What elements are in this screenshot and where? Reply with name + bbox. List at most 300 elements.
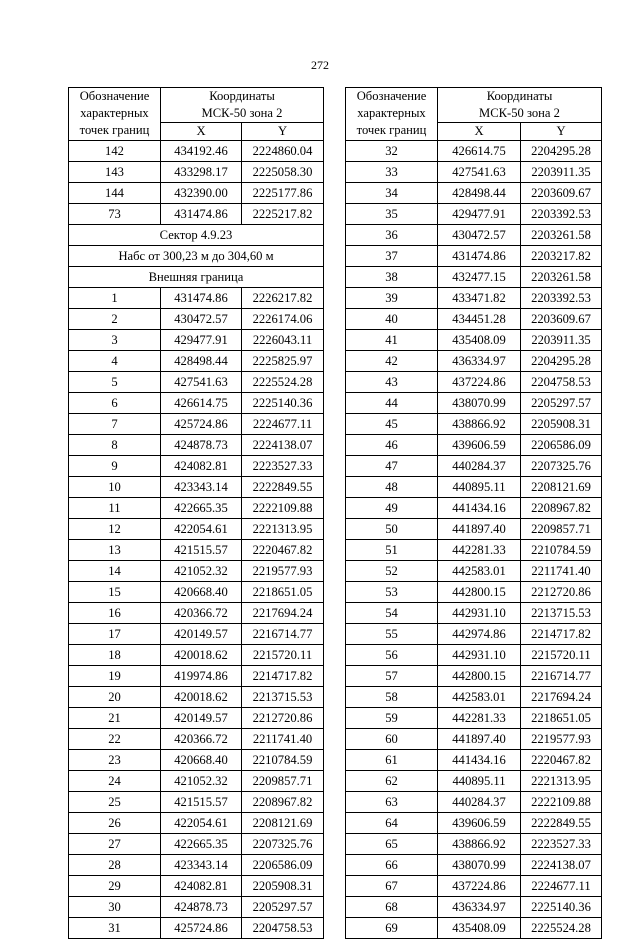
table-row	[69, 729, 324, 750]
point-id-cell: 64	[346, 813, 438, 834]
table-row	[69, 309, 324, 330]
y-header: Y	[242, 123, 324, 141]
x-coordinate-cell: 426614.75	[438, 141, 521, 162]
table-row	[346, 267, 602, 288]
point-id-cell: 35	[346, 204, 438, 225]
point-id-cell: 26	[69, 813, 161, 834]
point-id-cell: 13	[69, 540, 161, 561]
point-id-cell: 14	[69, 561, 161, 582]
x-coordinate-cell: 426614.75	[161, 393, 242, 414]
y-coordinate-cell: 2212720.86	[521, 582, 602, 603]
y-coordinate-cell: 2205908.31	[242, 876, 324, 897]
x-coordinate-cell: 420149.57	[161, 624, 242, 645]
table-row	[69, 897, 324, 918]
y-coordinate-cell: 2205908.31	[521, 414, 602, 435]
x-coordinate-cell: 424082.81	[161, 876, 242, 897]
point-id-cell: 17	[69, 624, 161, 645]
point-id-cell: 41	[346, 330, 438, 351]
table-row	[346, 204, 602, 225]
y-coordinate-cell: 2207325.76	[242, 834, 324, 855]
x-coordinate-cell: 423343.14	[161, 477, 242, 498]
x-coordinate-cell: 437224.86	[438, 372, 521, 393]
x-coordinate-cell: 425724.86	[161, 414, 242, 435]
point-id-cell: 11	[69, 498, 161, 519]
x-coordinate-cell: 440895.11	[438, 477, 521, 498]
y-coordinate-cell: 2204758.53	[242, 918, 324, 939]
point-id-cell: 73	[69, 204, 161, 225]
point-id-cell: 29	[69, 876, 161, 897]
point-id-cell: 7	[69, 414, 161, 435]
table-row	[69, 540, 324, 561]
x-coordinate-cell: 442281.33	[438, 708, 521, 729]
table-row	[346, 645, 602, 666]
point-id-cell: 49	[346, 498, 438, 519]
x-coordinate-cell: 429477.91	[438, 204, 521, 225]
x-coordinate-cell: 437224.86	[438, 876, 521, 897]
table-row	[69, 624, 324, 645]
y-coordinate-cell: 2203911.35	[521, 330, 602, 351]
table-row	[346, 162, 602, 183]
point-id-cell: 142	[69, 141, 161, 162]
point-id-cell: 62	[346, 771, 438, 792]
table-row	[346, 603, 602, 624]
y-coordinate-cell: 2210784.59	[242, 750, 324, 771]
x-coordinate-cell: 431474.86	[438, 246, 521, 267]
y-coordinate-cell: 2218651.05	[521, 708, 602, 729]
point-id-cell: 22	[69, 729, 161, 750]
boundary-title: Внешняя граница	[69, 267, 324, 288]
y-coordinate-cell: 2223527.33	[242, 456, 324, 477]
point-label-header	[69, 88, 161, 141]
table-row	[69, 435, 324, 456]
x-coordinate-cell: 422054.61	[161, 519, 242, 540]
x-coordinate-cell: 438866.92	[438, 834, 521, 855]
x-coordinate-cell: 442800.15	[438, 666, 521, 687]
point-id-cell: 31	[69, 918, 161, 939]
y-coordinate-cell: 2204295.28	[521, 351, 602, 372]
boundary-title-row	[69, 267, 324, 288]
point-id-cell: 63	[346, 792, 438, 813]
point-id-cell: 55	[346, 624, 438, 645]
y-coordinate-cell: 2209857.71	[521, 519, 602, 540]
table-row	[69, 414, 324, 435]
table-row	[346, 477, 602, 498]
point-id-cell: 16	[69, 603, 161, 624]
table-row	[346, 792, 602, 813]
header-row	[346, 88, 602, 123]
y-coordinate-cell: 2206586.09	[521, 435, 602, 456]
x-coordinate-cell: 440895.11	[438, 771, 521, 792]
point-id-cell: 46	[346, 435, 438, 456]
point-label-header	[346, 88, 438, 141]
y-coordinate-cell: 2225825.97	[242, 351, 324, 372]
x-header: X	[161, 123, 242, 141]
point-id-cell: 59	[346, 708, 438, 729]
y-coordinate-cell: 2211741.40	[521, 561, 602, 582]
y-coordinate-cell: 2226217.82	[242, 288, 324, 309]
y-coordinate-cell: 2203609.67	[521, 309, 602, 330]
point-id-cell: 57	[346, 666, 438, 687]
y-coordinate-cell: 2225524.28	[521, 918, 602, 939]
point-label-line2: характерных	[80, 106, 149, 120]
x-coordinate-cell: 430472.57	[161, 309, 242, 330]
y-coordinate-cell: 2203392.53	[521, 204, 602, 225]
table-row	[346, 225, 602, 246]
point-id-cell: 52	[346, 561, 438, 582]
x-coordinate-cell: 436334.97	[438, 897, 521, 918]
table-row	[346, 729, 602, 750]
table-row	[69, 792, 324, 813]
table-row	[346, 540, 602, 561]
y-coordinate-cell: 2206586.09	[242, 855, 324, 876]
x-coordinate-cell: 420018.62	[161, 687, 242, 708]
point-id-cell: 34	[346, 183, 438, 204]
point-id-cell: 38	[346, 267, 438, 288]
point-id-cell: 68	[346, 897, 438, 918]
x-coordinate-cell: 419974.86	[161, 666, 242, 687]
point-id-cell: 39	[346, 288, 438, 309]
x-coordinate-cell: 424082.81	[161, 456, 242, 477]
y-coordinate-cell: 2210784.59	[521, 540, 602, 561]
y-coordinate-cell: 2225177.86	[242, 183, 324, 204]
x-coordinate-cell: 420018.62	[161, 645, 242, 666]
y-coordinate-cell: 2203217.82	[521, 246, 602, 267]
table-row	[69, 498, 324, 519]
point-id-cell: 5	[69, 372, 161, 393]
point-id-cell: 58	[346, 687, 438, 708]
coords-header-line2: МСК-50 зона 2	[201, 106, 283, 120]
table-row	[346, 687, 602, 708]
y-coordinate-cell: 2222109.88	[242, 498, 324, 519]
table-row	[346, 372, 602, 393]
x-coordinate-cell: 421052.32	[161, 771, 242, 792]
point-id-cell: 42	[346, 351, 438, 372]
table-row	[346, 624, 602, 645]
y-coordinate-cell: 2225217.82	[242, 204, 324, 225]
table-row	[346, 330, 602, 351]
point-id-cell: 69	[346, 918, 438, 939]
point-id-cell: 9	[69, 456, 161, 477]
table-row	[69, 372, 324, 393]
x-coordinate-cell: 434192.46	[161, 141, 242, 162]
y-coordinate-cell: 2214717.82	[242, 666, 324, 687]
point-id-cell: 19	[69, 666, 161, 687]
table-row	[346, 855, 602, 876]
table-row	[346, 813, 602, 834]
table-row	[69, 162, 324, 183]
point-id-cell: 21	[69, 708, 161, 729]
point-id-cell: 37	[346, 246, 438, 267]
y-coordinate-cell: 2203609.67	[521, 183, 602, 204]
y-header: Y	[521, 123, 602, 141]
x-coordinate-cell: 427541.63	[161, 372, 242, 393]
y-coordinate-cell: 2223527.33	[521, 834, 602, 855]
x-coordinate-cell: 441897.40	[438, 729, 521, 750]
coords-header-line1: Координаты	[209, 89, 275, 103]
table-row	[69, 918, 324, 939]
point-label-line2: характерных	[357, 106, 426, 120]
table-row	[69, 519, 324, 540]
point-id-cell: 15	[69, 582, 161, 603]
point-id-cell: 61	[346, 750, 438, 771]
y-coordinate-cell: 2204758.53	[521, 372, 602, 393]
table-row	[69, 813, 324, 834]
x-coordinate-cell: 421052.32	[161, 561, 242, 582]
x-coordinate-cell: 424878.73	[161, 435, 242, 456]
table-row	[69, 834, 324, 855]
x-coordinate-cell: 442800.15	[438, 582, 521, 603]
point-id-cell: 2	[69, 309, 161, 330]
point-id-cell: 1	[69, 288, 161, 309]
table-row	[69, 141, 324, 162]
x-coordinate-cell: 434451.28	[438, 309, 521, 330]
table-row	[69, 330, 324, 351]
y-coordinate-cell: 2208967.82	[242, 792, 324, 813]
point-id-cell: 30	[69, 897, 161, 918]
y-coordinate-cell: 2221313.95	[242, 519, 324, 540]
y-coordinate-cell: 2205297.57	[521, 393, 602, 414]
point-id-cell: 45	[346, 414, 438, 435]
y-coordinate-cell: 2208121.69	[521, 477, 602, 498]
sector-title-row	[69, 225, 324, 246]
point-id-cell: 54	[346, 603, 438, 624]
table-row	[346, 414, 602, 435]
x-coordinate-cell: 442281.33	[438, 540, 521, 561]
point-id-cell: 60	[346, 729, 438, 750]
table-row	[346, 246, 602, 267]
table-row	[346, 519, 602, 540]
table-row	[346, 561, 602, 582]
point-id-cell: 50	[346, 519, 438, 540]
point-label-line3: точек границ	[79, 123, 150, 137]
y-coordinate-cell: 2216714.77	[242, 624, 324, 645]
point-id-cell: 51	[346, 540, 438, 561]
point-id-cell: 43	[346, 372, 438, 393]
table-row	[346, 183, 602, 204]
x-coordinate-cell: 427541.63	[438, 162, 521, 183]
point-id-cell: 56	[346, 645, 438, 666]
header-row	[69, 88, 324, 123]
y-coordinate-cell: 2221313.95	[521, 771, 602, 792]
table-row	[69, 603, 324, 624]
coords-header	[438, 88, 602, 123]
point-id-cell: 28	[69, 855, 161, 876]
y-coordinate-cell: 2219577.93	[521, 729, 602, 750]
y-coordinate-cell: 2222849.55	[521, 813, 602, 834]
y-coordinate-cell: 2213715.53	[242, 687, 324, 708]
y-coordinate-cell: 2218651.05	[242, 582, 324, 603]
x-coordinate-cell: 442583.01	[438, 561, 521, 582]
x-coordinate-cell: 430472.57	[438, 225, 521, 246]
y-coordinate-cell: 2216714.77	[521, 666, 602, 687]
y-coordinate-cell: 2222109.88	[521, 792, 602, 813]
x-coordinate-cell: 441897.40	[438, 519, 521, 540]
table-row	[346, 435, 602, 456]
y-coordinate-cell: 2225140.36	[521, 897, 602, 918]
table-row	[69, 561, 324, 582]
table-row	[346, 288, 602, 309]
table-row	[69, 477, 324, 498]
coordinates-table-left	[68, 87, 324, 939]
x-coordinate-cell: 425724.86	[161, 918, 242, 939]
x-coordinate-cell: 442931.10	[438, 645, 521, 666]
x-coordinate-cell: 431474.86	[161, 204, 242, 225]
point-id-cell: 33	[346, 162, 438, 183]
y-coordinate-cell: 2217694.24	[521, 687, 602, 708]
page-number: 272	[311, 58, 329, 72]
y-coordinate-cell: 2203392.53	[521, 288, 602, 309]
y-coordinate-cell: 2211741.40	[242, 729, 324, 750]
table-row	[346, 351, 602, 372]
coordinates-table-right	[345, 87, 602, 939]
x-coordinate-cell: 439606.59	[438, 813, 521, 834]
point-id-cell: 44	[346, 393, 438, 414]
sector-height-range-row	[69, 246, 324, 267]
y-coordinate-cell: 2203911.35	[521, 162, 602, 183]
point-id-cell: 10	[69, 477, 161, 498]
x-coordinate-cell: 441434.16	[438, 750, 521, 771]
y-coordinate-cell: 2225524.28	[242, 372, 324, 393]
table-row	[69, 876, 324, 897]
x-coordinate-cell: 420149.57	[161, 708, 242, 729]
coords-header	[161, 88, 324, 123]
table-row	[69, 393, 324, 414]
x-coordinate-cell: 435408.09	[438, 330, 521, 351]
y-coordinate-cell: 2224138.07	[521, 855, 602, 876]
y-coordinate-cell: 2208967.82	[521, 498, 602, 519]
x-coordinate-cell: 432477.15	[438, 267, 521, 288]
table-row	[69, 855, 324, 876]
x-coordinate-cell: 431474.86	[161, 288, 242, 309]
x-coordinate-cell: 442931.10	[438, 603, 521, 624]
table-row	[69, 183, 324, 204]
point-id-cell: 4	[69, 351, 161, 372]
y-coordinate-cell: 2224677.11	[521, 876, 602, 897]
y-coordinate-cell: 2224138.07	[242, 435, 324, 456]
x-coordinate-cell: 433471.82	[438, 288, 521, 309]
table-row	[346, 771, 602, 792]
table-row	[346, 897, 602, 918]
point-id-cell: 143	[69, 162, 161, 183]
y-coordinate-cell: 2217694.24	[242, 603, 324, 624]
table-row	[69, 771, 324, 792]
point-id-cell: 66	[346, 855, 438, 876]
x-coordinate-cell: 435408.09	[438, 918, 521, 939]
y-coordinate-cell: 2224677.11	[242, 414, 324, 435]
coords-header-line2: МСК-50 зона 2	[479, 106, 560, 120]
x-coordinate-cell: 433298.17	[161, 162, 242, 183]
x-coordinate-cell: 428498.44	[438, 183, 521, 204]
point-id-cell: 24	[69, 771, 161, 792]
point-id-cell: 40	[346, 309, 438, 330]
y-coordinate-cell: 2208121.69	[242, 813, 324, 834]
point-id-cell: 12	[69, 519, 161, 540]
y-coordinate-cell: 2205297.57	[242, 897, 324, 918]
point-id-cell: 18	[69, 645, 161, 666]
y-coordinate-cell: 2225058.30	[242, 162, 324, 183]
y-coordinate-cell: 2203261.58	[521, 267, 602, 288]
point-id-cell: 32	[346, 141, 438, 162]
table-row	[69, 645, 324, 666]
point-id-cell: 8	[69, 435, 161, 456]
point-id-cell: 67	[346, 876, 438, 897]
table-row	[346, 918, 602, 939]
y-coordinate-cell: 2215720.11	[521, 645, 602, 666]
table-row	[346, 309, 602, 330]
point-id-cell: 27	[69, 834, 161, 855]
x-coordinate-cell: 421515.57	[161, 540, 242, 561]
y-coordinate-cell: 2212720.86	[242, 708, 324, 729]
point-id-cell: 36	[346, 225, 438, 246]
point-id-cell: 20	[69, 687, 161, 708]
x-coordinate-cell: 423343.14	[161, 855, 242, 876]
point-id-cell: 48	[346, 477, 438, 498]
table-row	[69, 351, 324, 372]
y-coordinate-cell: 2220467.82	[242, 540, 324, 561]
y-coordinate-cell: 2225140.36	[242, 393, 324, 414]
y-coordinate-cell: 2207325.76	[521, 456, 602, 477]
y-coordinate-cell: 2226043.11	[242, 330, 324, 351]
y-coordinate-cell: 2226174.06	[242, 309, 324, 330]
x-coordinate-cell: 438070.99	[438, 393, 521, 414]
table-row	[346, 456, 602, 477]
x-coordinate-cell: 421515.57	[161, 792, 242, 813]
x-coordinate-cell: 440284.37	[438, 792, 521, 813]
table-row	[69, 456, 324, 477]
x-coordinate-cell: 429477.91	[161, 330, 242, 351]
point-id-cell: 65	[346, 834, 438, 855]
x-coordinate-cell: 439606.59	[438, 435, 521, 456]
x-coordinate-cell: 442583.01	[438, 687, 521, 708]
y-coordinate-cell: 2224860.04	[242, 141, 324, 162]
y-coordinate-cell: 2213715.53	[521, 603, 602, 624]
x-coordinate-cell: 420668.40	[161, 582, 242, 603]
table-row	[346, 750, 602, 771]
point-id-cell: 47	[346, 456, 438, 477]
point-id-cell: 3	[69, 330, 161, 351]
x-coordinate-cell: 422665.35	[161, 498, 242, 519]
x-coordinate-cell: 422054.61	[161, 813, 242, 834]
table-row	[346, 876, 602, 897]
x-coordinate-cell: 420366.72	[161, 729, 242, 750]
y-coordinate-cell: 2220467.82	[521, 750, 602, 771]
y-coordinate-cell: 2204295.28	[521, 141, 602, 162]
x-coordinate-cell: 424878.73	[161, 897, 242, 918]
x-coordinate-cell: 420366.72	[161, 603, 242, 624]
x-coordinate-cell: 438070.99	[438, 855, 521, 876]
x-header: X	[438, 123, 521, 141]
point-label-line1: Обозначение	[79, 89, 150, 103]
x-coordinate-cell: 438866.92	[438, 414, 521, 435]
table-row	[69, 750, 324, 771]
x-coordinate-cell: 432390.00	[161, 183, 242, 204]
x-coordinate-cell: 441434.16	[438, 498, 521, 519]
y-coordinate-cell: 2215720.11	[242, 645, 324, 666]
x-coordinate-cell: 428498.44	[161, 351, 242, 372]
table-row	[346, 498, 602, 519]
table-row	[346, 141, 602, 162]
sector-title: Сектор 4.9.23	[69, 225, 324, 246]
table-row	[69, 708, 324, 729]
point-label-line1: Обозначение	[356, 89, 427, 103]
point-id-cell: 53	[346, 582, 438, 603]
point-label-line3: точек границ	[356, 123, 427, 137]
y-coordinate-cell: 2214717.82	[521, 624, 602, 645]
table-row	[346, 834, 602, 855]
point-id-cell: 6	[69, 393, 161, 414]
x-coordinate-cell: 440284.37	[438, 456, 521, 477]
table-row	[346, 708, 602, 729]
